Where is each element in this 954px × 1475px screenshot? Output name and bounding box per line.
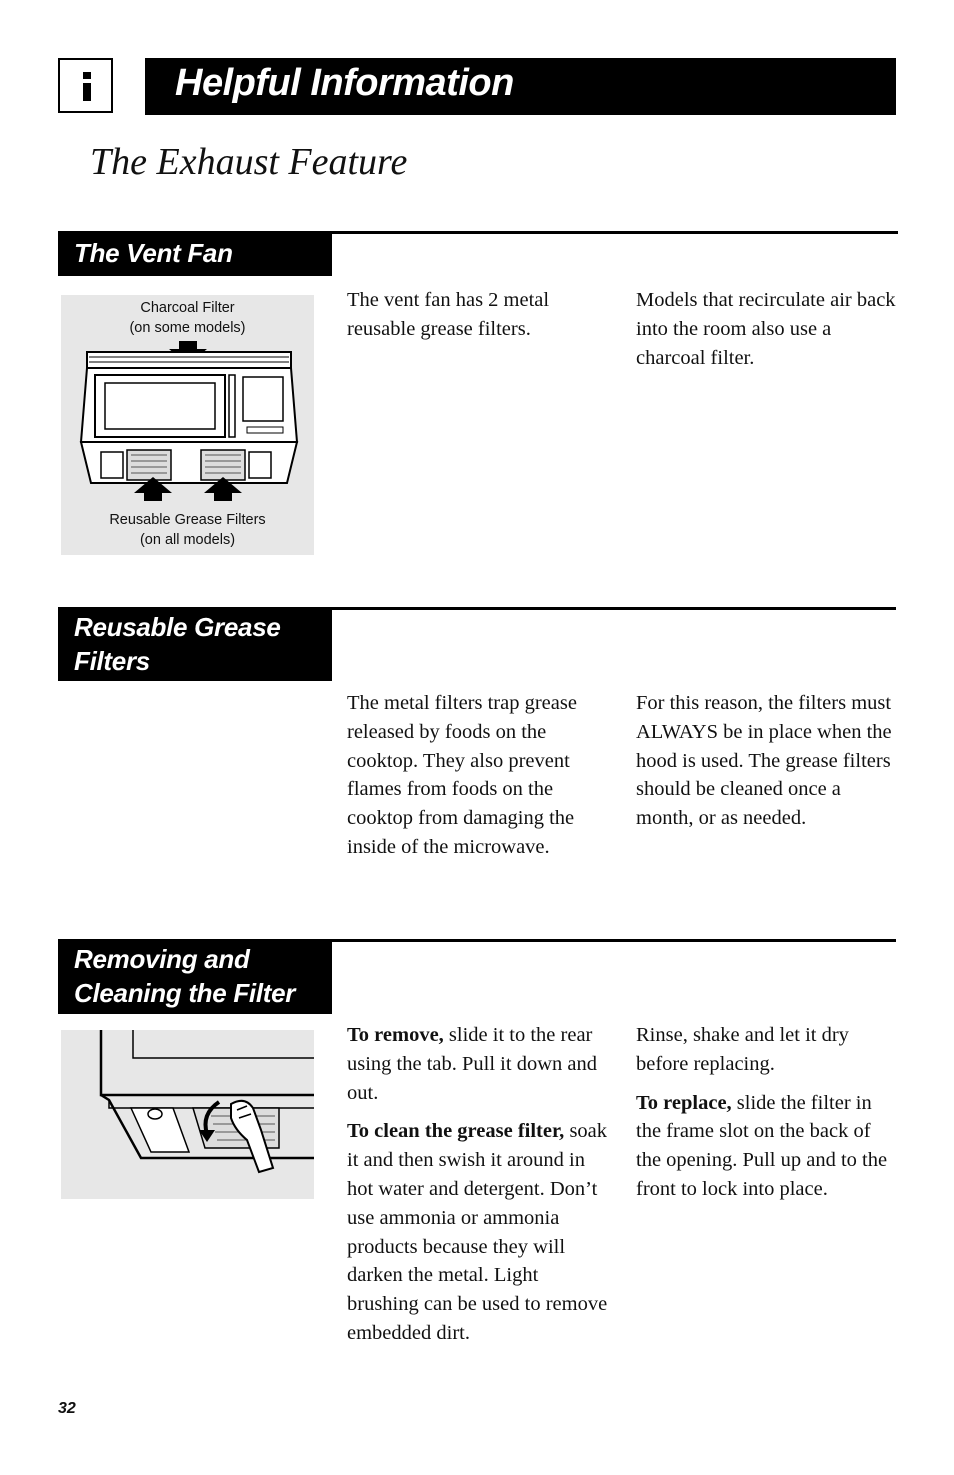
rinse-paragraph: Rinse, shake and let it dry before replacing.	[636, 1024, 849, 1075]
grease-filters-col1: The metal filters trap grease released by foods on the cooktop. They also prevent flames from foods on the cooktop from damaging the inside of the microwave.	[347, 692, 577, 858]
vent-fan-col2: Models that recirculate air back into the room also use a charcoal filter.	[636, 289, 896, 369]
to-clean-paragraph: To clean the grease filter, soak it and then swish it around in hot water and detergent. Don’t use ammonia or ammonia products because they will darken the metal. Light brushing can be used to remove embedded dirt.	[347, 1120, 608, 1344]
vent-fan-figure	[61, 295, 314, 555]
figure-caption-charcoal: Charcoal Filter (on some models)	[129, 300, 246, 336]
to-replace-paragraph: To replace, slide the filter in the frame slot on the back of the opening. Pull up and to the front to lock into place.	[636, 1091, 888, 1200]
header-bar	[145, 58, 896, 115]
to-remove-paragraph: To remove, slide it to the rear using the tab. Pull it down and out.	[347, 1024, 597, 1104]
section-heading-grease-filters: Reusable Grease Filters	[58, 607, 332, 681]
vent-fan-col1: The vent fan has 2 metal reusable grease filters.	[347, 289, 550, 340]
info-badge	[58, 58, 113, 113]
section-heading-removing: Removing and Cleaning the Filter	[58, 939, 332, 1014]
info-icon	[60, 60, 111, 111]
filter-removal-illustration	[61, 1030, 314, 1199]
page-number: 32	[58, 1400, 76, 1417]
filter-removal-figure	[61, 1030, 314, 1199]
removing-col1	[347, 1021, 609, 1358]
page-title: The Exhaust Feature	[90, 141, 408, 183]
figure-caption-grease: Reusable Grease Filters (on all models)	[109, 512, 266, 548]
header-title: Helpful Information	[175, 62, 514, 104]
section-heading-vent-fan: The Vent Fan	[58, 231, 332, 276]
removing-col2	[636, 1021, 898, 1214]
grease-filters-col2: For this reason, the filters must ALWAYS be in place when the hood is used. The grease filters should be cleaned once a month, or as needed.	[636, 692, 892, 830]
